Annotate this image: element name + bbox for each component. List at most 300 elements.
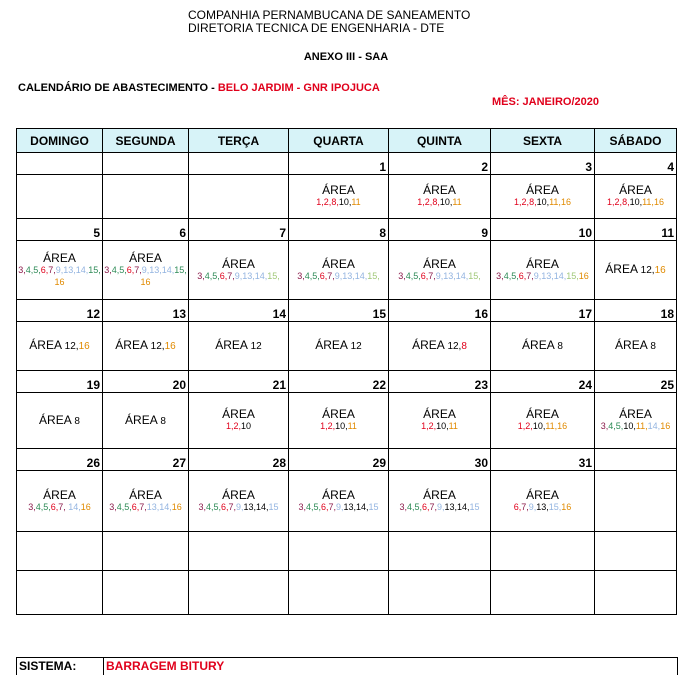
area-number: 3, xyxy=(600,421,609,431)
area-numbers xyxy=(104,265,187,287)
area-number: 3, xyxy=(109,501,117,512)
empty-cell xyxy=(103,571,189,615)
area-number: 15, xyxy=(367,270,380,281)
empty-cell xyxy=(491,532,595,571)
day-cell xyxy=(189,175,289,219)
area-number: 6, xyxy=(50,501,59,512)
area-numbers xyxy=(398,271,481,281)
day-cell xyxy=(17,175,103,219)
day-number xyxy=(595,449,677,471)
area-label: ÁREA xyxy=(322,487,355,502)
area-numbers xyxy=(447,341,466,352)
area-number: 13,14, xyxy=(443,270,469,281)
area-number: 4,5, xyxy=(608,421,624,431)
day-number: 20 xyxy=(103,371,189,393)
day-number: 5 xyxy=(17,219,103,241)
area-number: 15, xyxy=(174,264,187,275)
day-cell xyxy=(389,175,491,219)
area-label: ÁREA xyxy=(412,338,445,352)
area-number: 6, xyxy=(219,270,228,281)
area-number: 10, xyxy=(335,421,348,431)
weekday-header: SÁBADO xyxy=(595,129,677,153)
day-number: 29 xyxy=(289,449,389,471)
area-number: 7, xyxy=(328,501,336,512)
area-numbers xyxy=(351,341,362,352)
area-numbers xyxy=(160,416,166,427)
empty-cell xyxy=(189,532,289,571)
day-number: 12 xyxy=(17,300,103,322)
day-cell xyxy=(17,471,103,532)
area-numbers xyxy=(607,197,664,207)
area-number: 11 xyxy=(452,197,462,207)
area-number: 12, xyxy=(447,341,462,352)
area-number: 8 xyxy=(461,341,467,352)
day-number: 6 xyxy=(103,219,189,241)
area-number: 16 xyxy=(164,341,176,352)
weekday-header: SEGUNDA xyxy=(103,129,189,153)
area-label: ÁREA xyxy=(43,250,76,265)
area-number: 10 xyxy=(241,421,252,431)
day-number: 24 xyxy=(491,371,595,393)
area-number: 15 xyxy=(469,501,480,512)
day-cell xyxy=(103,175,189,219)
day-cell xyxy=(491,393,595,449)
calendar-body xyxy=(17,153,677,615)
area-number: 4,5, xyxy=(305,501,321,512)
area-number: 6, xyxy=(420,270,429,281)
area-numbers xyxy=(514,502,572,512)
area-numbers xyxy=(151,341,176,352)
area-label: ÁREA xyxy=(322,256,355,271)
area-number: 7, xyxy=(139,501,147,512)
area-label: ÁREA xyxy=(522,338,555,352)
day-number: 31 xyxy=(491,449,595,471)
area-number: 13,14, xyxy=(146,501,172,512)
area-number: 13,14, xyxy=(63,264,89,275)
area-number: 4,5, xyxy=(204,270,220,281)
day-cell xyxy=(103,393,189,449)
day-cell xyxy=(389,241,491,300)
area-number: 4,5, xyxy=(405,270,421,281)
system-row xyxy=(16,657,678,675)
day-number: 11 xyxy=(595,219,677,241)
day-content-row xyxy=(17,175,677,219)
area-number: 4,5, xyxy=(25,264,41,275)
area-number: 6, xyxy=(40,264,49,275)
area-number: 15 xyxy=(268,501,279,512)
day-number: 19 xyxy=(17,371,103,393)
system-value: BARRAGEM BITURY xyxy=(103,658,676,675)
area-label: ÁREA xyxy=(526,183,559,197)
area-numbers xyxy=(421,421,458,431)
day-cell xyxy=(17,241,103,300)
area-number: 16 xyxy=(140,276,151,287)
day-cell xyxy=(491,241,595,300)
area-number: 1,2, xyxy=(320,421,336,431)
area-label: ÁREA xyxy=(423,256,456,271)
empty-cell xyxy=(17,532,103,571)
day-number: 18 xyxy=(595,300,677,322)
area-number: 16 xyxy=(660,421,671,431)
area-number: 9, xyxy=(55,264,64,275)
area-number: 3, xyxy=(398,270,406,281)
day-cell xyxy=(389,393,491,449)
area-label: ÁREA xyxy=(129,250,162,265)
area-number: 6, xyxy=(421,501,430,512)
area-label: ÁREA xyxy=(29,338,62,352)
area-number: 6, xyxy=(126,264,135,275)
company-name: COMPANHIA PERNAMBUCANA DE SANEAMENTO xyxy=(188,8,471,22)
area-number: 7, xyxy=(58,501,66,512)
area-label: ÁREA xyxy=(39,412,72,427)
area-number: 8, xyxy=(432,197,440,207)
area-number: 14, xyxy=(65,501,81,512)
area-number: 4,5, xyxy=(304,270,320,281)
area-numbers xyxy=(514,197,571,207)
area-number: 11, xyxy=(642,197,654,207)
area-number: 9, xyxy=(234,270,243,281)
day-number: 7 xyxy=(189,219,289,241)
area-number: 9, xyxy=(528,501,537,512)
location-label: BELO JARDIM - GNR IPOJUCA xyxy=(217,82,380,94)
empty-cell xyxy=(289,571,389,615)
day-number-row xyxy=(17,449,677,471)
area-number: 8, xyxy=(331,197,339,207)
area-numbers xyxy=(557,341,563,352)
day-number: 14 xyxy=(189,300,289,322)
day-number: 28 xyxy=(189,449,289,471)
area-number: 7, xyxy=(526,270,534,281)
day-number: 21 xyxy=(189,371,289,393)
area-label: ÁREA xyxy=(615,338,648,352)
empty-cell xyxy=(189,571,289,615)
day-cell xyxy=(389,322,491,371)
company-header xyxy=(188,9,470,35)
day-number-row xyxy=(17,219,677,241)
area-number: 8 xyxy=(74,415,80,427)
area-number: 9, xyxy=(437,501,445,512)
area-number: 1,2, xyxy=(417,197,433,207)
day-number xyxy=(17,153,103,175)
area-number: 13,14, xyxy=(444,501,470,512)
area-numbers xyxy=(417,197,461,207)
directorate-name: DIRETORIA TECNICA DE ENGENHARIA - DTE xyxy=(188,21,445,35)
area-number: 16 xyxy=(578,270,589,281)
area-numbers xyxy=(251,341,262,352)
area-number: 12, xyxy=(64,341,79,352)
area-number: 8 xyxy=(160,415,166,427)
area-number: 7, xyxy=(429,501,437,512)
area-label: ÁREA xyxy=(115,338,148,352)
day-number-row xyxy=(17,371,677,393)
area-number: 16 xyxy=(80,501,91,512)
day-number: 3 xyxy=(491,153,595,175)
area-number: 1,2, xyxy=(225,421,241,431)
day-cell xyxy=(17,322,103,371)
area-number: 3, xyxy=(198,501,206,512)
area-number: 16 xyxy=(654,265,666,276)
area-number: 1,2, xyxy=(316,197,332,207)
day-cell xyxy=(103,241,189,300)
day-content-row xyxy=(17,322,677,371)
area-number: 8, xyxy=(529,197,537,207)
area-label: ÁREA xyxy=(619,183,652,197)
area-label: ÁREA xyxy=(43,487,76,502)
area-number: 7, xyxy=(228,501,236,512)
area-number: 12 xyxy=(250,341,262,352)
day-cell xyxy=(595,471,677,532)
area-number: 3, xyxy=(18,264,26,275)
empty-cell xyxy=(103,532,189,571)
day-number: 4 xyxy=(595,153,677,175)
area-number: 16 xyxy=(653,197,664,207)
area-number: 6, xyxy=(320,501,329,512)
day-number-row xyxy=(17,153,677,175)
area-number: 16 xyxy=(78,341,90,352)
area-number: 13,14, xyxy=(243,501,269,512)
empty-cell xyxy=(595,532,677,571)
day-number xyxy=(189,153,289,175)
empty-cell xyxy=(491,571,595,615)
area-numbers xyxy=(601,421,670,431)
area-number: 9, xyxy=(336,501,344,512)
area-label: ÁREA xyxy=(322,407,355,421)
area-numbers xyxy=(226,421,251,431)
day-content-row xyxy=(17,241,677,300)
area-number: 3, xyxy=(104,264,112,275)
area-numbers xyxy=(650,341,656,352)
day-cell xyxy=(595,322,677,371)
day-cell xyxy=(189,393,289,449)
area-numbers xyxy=(399,502,479,512)
area-number: 12, xyxy=(150,341,165,352)
area-number: 9, xyxy=(533,270,542,281)
area-number: 13,14, xyxy=(541,270,567,281)
area-label: ÁREA xyxy=(222,256,255,271)
area-number: 11 xyxy=(347,421,357,431)
weekday-header: QUARTA xyxy=(289,129,389,153)
area-label: ÁREA xyxy=(129,487,162,502)
day-cell xyxy=(491,471,595,532)
day-number: 16 xyxy=(389,300,491,322)
area-numbers xyxy=(28,502,91,512)
area-number: 16 xyxy=(54,276,65,287)
area-number: 7, xyxy=(327,270,335,281)
weekday-header: DOMINGO xyxy=(17,129,103,153)
area-numbers xyxy=(198,502,278,512)
area-number: 9, xyxy=(435,270,444,281)
day-cell xyxy=(103,471,189,532)
day-number: 17 xyxy=(491,300,595,322)
area-number: 13,14, xyxy=(342,270,368,281)
area-number: 16 xyxy=(557,421,568,431)
area-number: 6, xyxy=(131,501,140,512)
area-number: 8 xyxy=(557,341,563,352)
calendar-label: CALENDÁRIO DE ABASTECIMENTO - xyxy=(18,82,215,94)
area-number: 11, xyxy=(635,421,648,431)
day-cell xyxy=(189,241,289,300)
area-label: ÁREA xyxy=(315,338,348,352)
area-number: 1,2, xyxy=(607,197,623,207)
area-number: 7, xyxy=(227,270,235,281)
area-number: 15, xyxy=(468,270,481,281)
weekday-header: SEXTA xyxy=(491,129,595,153)
area-label: ÁREA xyxy=(423,407,456,421)
weekday-header: TERÇA xyxy=(189,129,289,153)
area-number: 4,5, xyxy=(111,264,127,275)
day-number: 27 xyxy=(103,449,189,471)
area-label: ÁREA xyxy=(322,183,355,197)
calendar-title xyxy=(18,82,380,95)
area-numbers xyxy=(298,502,378,512)
day-cell xyxy=(491,322,595,371)
area-number: 9, xyxy=(236,501,244,512)
area-number: 10, xyxy=(338,197,352,207)
area-numbers xyxy=(297,271,380,281)
day-content-row xyxy=(17,471,677,532)
area-number: 1,2, xyxy=(421,421,437,431)
area-numbers xyxy=(197,271,280,281)
day-cell xyxy=(289,393,389,449)
area-label: ÁREA xyxy=(619,407,652,421)
area-number: 15, xyxy=(267,270,280,281)
day-cell xyxy=(595,241,677,300)
day-cell xyxy=(595,393,677,449)
area-number: 8, xyxy=(622,197,630,207)
day-cell xyxy=(289,175,389,219)
area-number: 7, xyxy=(134,264,142,275)
area-number: 3, xyxy=(399,501,407,512)
area-label: ÁREA xyxy=(526,256,559,271)
area-numbers xyxy=(74,416,80,427)
annex-title: ANEXO III - SAA xyxy=(303,51,389,63)
area-numbers xyxy=(320,421,357,431)
area-label: ÁREA xyxy=(125,412,158,427)
area-number: 11, xyxy=(549,197,561,207)
area-label: ÁREA xyxy=(526,487,559,502)
area-number: 15, xyxy=(566,270,579,281)
day-number: 22 xyxy=(289,371,389,393)
day-cell xyxy=(189,322,289,371)
area-numbers xyxy=(518,421,567,431)
area-number: 3, xyxy=(297,270,305,281)
area-number: 6, xyxy=(518,270,527,281)
day-number xyxy=(103,153,189,175)
day-number: 1 xyxy=(289,153,389,175)
area-number: 7, xyxy=(48,264,56,275)
area-number: 10, xyxy=(436,421,449,431)
area-number: 11, xyxy=(545,421,558,431)
area-number: 6, xyxy=(319,270,328,281)
area-number: 8 xyxy=(650,341,656,352)
area-number: 14, xyxy=(647,421,661,431)
area-number: 10, xyxy=(536,197,550,207)
area-number: 13, xyxy=(536,501,549,512)
area-number: 10, xyxy=(623,421,636,431)
area-numbers xyxy=(496,271,589,281)
area-number: 1,2, xyxy=(517,421,533,431)
area-numbers xyxy=(316,197,360,207)
area-number: 13,14, xyxy=(149,264,175,275)
area-number: 13,14, xyxy=(343,501,369,512)
day-cell xyxy=(17,393,103,449)
empty-row xyxy=(17,571,677,615)
area-numbers xyxy=(641,265,666,276)
system-label: SISTEMA: xyxy=(19,659,77,673)
day-number-row xyxy=(17,300,677,322)
area-number: 4,5, xyxy=(205,501,221,512)
area-number: 3, xyxy=(28,501,36,512)
area-number: 3, xyxy=(496,270,504,281)
day-number: 8 xyxy=(289,219,389,241)
area-number: 6, xyxy=(513,501,522,512)
area-number: 16 xyxy=(561,501,572,512)
area-label: ÁREA xyxy=(526,407,559,421)
area-number: 9, xyxy=(141,264,150,275)
month-label: MÊS: JANEIRO/2020 xyxy=(492,96,599,108)
area-label: ÁREA xyxy=(423,183,456,197)
area-number: 15 xyxy=(368,501,379,512)
day-cell xyxy=(491,175,595,219)
area-label: ÁREA xyxy=(605,262,638,276)
area-number: 16 xyxy=(171,501,182,512)
area-number: 16 xyxy=(560,197,571,207)
area-number: 12 xyxy=(350,341,362,352)
day-cell xyxy=(189,471,289,532)
area-label: ÁREA xyxy=(222,487,255,502)
area-numbers xyxy=(109,502,182,512)
day-number: 2 xyxy=(389,153,491,175)
day-number: 26 xyxy=(17,449,103,471)
day-cell xyxy=(289,471,389,532)
area-label: ÁREA xyxy=(215,338,248,352)
day-cell xyxy=(289,322,389,371)
area-number: 12, xyxy=(640,265,655,276)
empty-cell xyxy=(289,532,389,571)
calendar-table xyxy=(16,128,677,615)
empty-cell xyxy=(389,571,491,615)
day-number: 15 xyxy=(289,300,389,322)
area-number: 4,5, xyxy=(116,501,132,512)
day-cell xyxy=(389,471,491,532)
area-number: 9, xyxy=(334,270,343,281)
day-cell xyxy=(103,322,189,371)
area-number: 4,5, xyxy=(35,501,51,512)
area-number: 3, xyxy=(197,270,205,281)
area-number: 11 xyxy=(351,197,361,207)
area-numbers xyxy=(18,265,101,287)
area-number: 10, xyxy=(629,197,643,207)
area-number: 4,5, xyxy=(503,270,519,281)
empty-row xyxy=(17,532,677,571)
weekday-header-row xyxy=(17,129,677,153)
empty-cell xyxy=(389,532,491,571)
area-number: 6, xyxy=(220,501,229,512)
day-number: 13 xyxy=(103,300,189,322)
area-number: 7, xyxy=(428,270,436,281)
area-number: 10, xyxy=(532,421,546,431)
area-number: 10, xyxy=(439,197,453,207)
area-number: 11 xyxy=(448,421,458,431)
area-number: 15, xyxy=(88,264,101,275)
area-number: 13,14, xyxy=(242,270,268,281)
area-number: 4,5, xyxy=(406,501,422,512)
day-cell xyxy=(595,175,677,219)
day-cell xyxy=(289,241,389,300)
area-numbers xyxy=(65,341,90,352)
day-number: 23 xyxy=(389,371,491,393)
weekday-header: QUINTA xyxy=(389,129,491,153)
